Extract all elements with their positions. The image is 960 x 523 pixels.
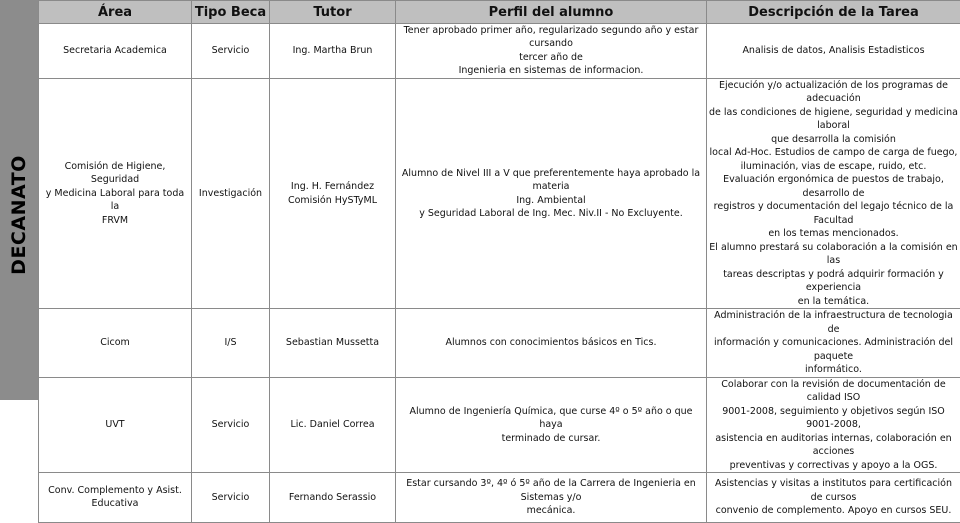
cell-area-line: Comisión de Higiene, Seguridad [41, 160, 189, 187]
cell-desc-line: tareas descriptas y podrá adquirir formación y experiencia [709, 268, 958, 295]
cell-perfil-line: Tener aprobado primer año, regularizado segundo año y estar cursando [398, 24, 704, 51]
cell-area-line: y Medicina Laboral para toda la [41, 187, 189, 214]
cell-desc-line: Administración de la infraestructura de tecnologia de [709, 309, 958, 336]
cell-area [39, 309, 192, 377]
cell-desc [707, 78, 960, 308]
cell-area-line: Conv. Complemento y Asist. [41, 484, 189, 497]
table-row [39, 24, 960, 79]
table-row [39, 309, 960, 377]
cell-desc-line: en la temática. [709, 295, 958, 308]
cell-desc-line: información y comunicaciones. Administración del paquete [709, 336, 958, 363]
cell-perfil [396, 472, 707, 522]
cell-perfil-line: y Seguridad Laboral de Ing. Mec. Niv.II - No Excluyente. [398, 207, 704, 220]
side-header [0, 0, 39, 400]
cell-perfil-line: tercer año de [398, 51, 704, 64]
cell-desc-line: convenio de complemento. Apoyo en cursos SEU. [709, 504, 958, 517]
cell-tutor-line: Comisión HySTyML [272, 194, 393, 207]
side-header-label: DECANATO [8, 155, 30, 275]
cell-desc-line: iluminación, vias de escape, ruido, etc. [709, 160, 958, 173]
cell-tutor-line: Lic. Daniel Correa [272, 418, 393, 431]
table-body [39, 24, 960, 523]
cell-desc-line: El alumno prestará su colaboración a la comisión en las [709, 241, 958, 268]
cell-area-line: Secretaria Academica [41, 44, 189, 57]
table-row [39, 377, 960, 472]
cell-area [39, 377, 192, 472]
cell-perfil-line: Estar cursando 3º, 4º ó 5º año de la Carrera de Ingenieria en Sistemas y/o [398, 477, 704, 504]
cell-desc-line: Analisis de datos, Analisis Estadisticos [709, 44, 958, 57]
becas-table [38, 0, 960, 523]
cell-desc [707, 472, 960, 522]
cell-desc-line: asistencia en auditorias internas, colaboración en acciones [709, 432, 958, 459]
cell-tutor [270, 78, 396, 308]
cell-area [39, 24, 192, 79]
cell-perfil-line: Alumnos con conocimientos básicos en Tics. [398, 336, 704, 349]
header-perfil-alumno: Perfil del alumno [396, 1, 707, 24]
cell-desc-line: de las condiciones de higiene, seguridad y medicina laboral [709, 106, 958, 133]
cell-perfil [396, 24, 707, 79]
cell-tutor-line: Ing. H. Fernández [272, 180, 393, 193]
cell-desc-line: local Ad-Hoc. Estudios de campo de carga de fuego, [709, 146, 958, 159]
cell-tutor [270, 24, 396, 79]
cell-perfil [396, 377, 707, 472]
header-descripcion-tarea: Descripción de la Tarea [707, 1, 960, 24]
cell-perfil [396, 78, 707, 308]
cell-tipo: Investigación [192, 78, 270, 308]
cell-tutor [270, 377, 396, 472]
table-row [39, 78, 960, 308]
cell-perfil-line: terminado de cursar. [398, 432, 704, 445]
cell-desc-line: que desarrolla la comisión [709, 133, 958, 146]
header-area: Área [39, 1, 192, 24]
cell-perfil-line: mecánica. [398, 504, 704, 517]
cell-desc-line: 9001-2008, seguimiento y objetivos según ISO 9001-2008, [709, 405, 958, 432]
header-tipo-beca: Tipo Beca [192, 1, 270, 24]
cell-tipo: I/S [192, 309, 270, 377]
cell-area-line: UVT [41, 418, 189, 431]
cell-tutor [270, 309, 396, 377]
cell-area-line: Educativa [41, 497, 189, 510]
cell-tipo: Servicio [192, 24, 270, 79]
cell-area-line: Cicom [41, 336, 189, 349]
header-row [39, 1, 960, 24]
cell-perfil [396, 309, 707, 377]
cell-desc-line: en los temas mencionados. [709, 227, 958, 240]
cell-tutor-line: Sebastian Mussetta [272, 336, 393, 349]
cell-desc-line: registros y documentación del legajo técnico de la Facultad [709, 200, 958, 227]
cell-tutor [270, 472, 396, 522]
cell-tutor-line: Fernando Serassio [272, 491, 393, 504]
cell-area [39, 472, 192, 522]
cell-desc [707, 24, 960, 79]
cell-desc-line: informático. [709, 363, 958, 376]
cell-perfil-line: Alumno de Ingeniería Química, que curse 4º o 5º año o que haya [398, 405, 704, 432]
cell-tipo: Servicio [192, 377, 270, 472]
cell-perfil-line: Ing. Ambiental [398, 194, 704, 207]
header-tutor: Tutor [270, 1, 396, 24]
cell-area [39, 78, 192, 308]
cell-area-line: FRVM [41, 214, 189, 227]
cell-desc [707, 377, 960, 472]
cell-desc-line: Asistencias y visitas a institutos para certificación de cursos [709, 477, 958, 504]
cell-perfil-line: Ingenieria en sistemas de informacion. [398, 64, 704, 77]
cell-desc-line: Colaborar con la revisión de documentación de calidad ISO [709, 378, 958, 405]
cell-desc-line: preventivas y correctivas y apoyo a la OGS. [709, 459, 958, 472]
cell-desc-line: Ejecución y/o actualización de los programas de adecuación [709, 79, 958, 106]
cell-perfil-line: Alumno de Nivel III a V que preferentemente haya aprobado la materia [398, 167, 704, 194]
cell-tutor-line: Ing. Martha Brun [272, 44, 393, 57]
cell-desc-line: Evaluación ergonómica de puestos de trabajo, desarrollo de [709, 173, 958, 200]
cell-desc [707, 309, 960, 377]
cell-tipo: Servicio [192, 472, 270, 522]
table-row [39, 472, 960, 522]
